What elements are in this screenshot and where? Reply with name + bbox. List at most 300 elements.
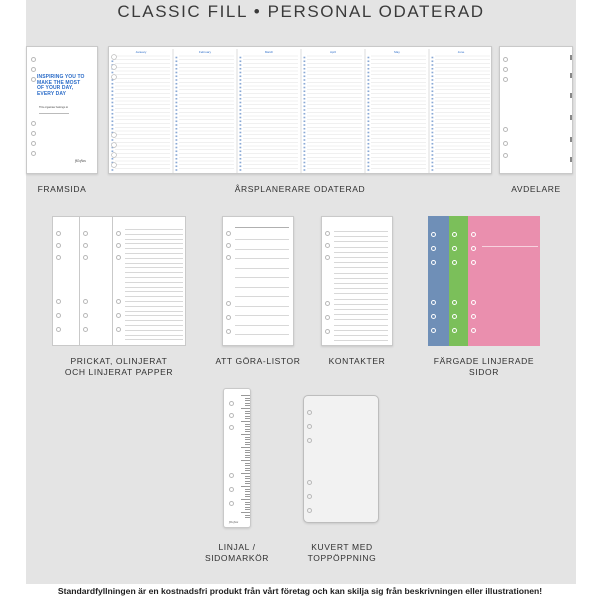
planner-day-number [176,94,178,96]
planner-day-number [112,72,114,74]
rule-line [125,287,183,288]
planner-day-number [304,154,306,156]
planner-day-number [304,135,306,137]
planner-day-number [304,169,306,171]
planner-day-number [176,98,178,100]
planner-day-number [432,102,434,104]
ruler-tick [245,437,250,438]
arsplanerare-card [108,46,492,174]
ruler-tick [245,483,250,484]
ruler-tick [245,515,250,516]
ruler-tick [245,489,250,490]
rule-line [235,277,289,278]
rule-line [334,273,388,274]
planner-hole [112,65,117,70]
planner-day-number [304,132,306,134]
planner-day-number [432,98,434,100]
planner-day-number [240,79,242,81]
rule-line [334,278,388,279]
planner-day-number [304,83,306,85]
rule-line [125,315,183,316]
planner-day-number [304,124,306,126]
planner-day-number [112,169,114,171]
planner-month-label: February [198,50,212,54]
planner-day-number [432,154,434,156]
ruler-tick [245,470,250,471]
framsida-brand: filofax [75,159,86,163]
planner-day-number [432,132,434,134]
ruler-tick [245,439,250,440]
planner-day-number [176,158,178,160]
linjal-brand: filofax [229,520,239,524]
planner-day-number [176,165,178,167]
planner-day-number [368,102,370,104]
planner-hole [112,143,117,148]
planner-day-number [432,139,434,141]
planner-day-number [112,83,114,85]
planner-day-number [368,120,370,122]
ruler-tick [245,517,250,518]
divider-tab [570,55,572,60]
rule-line [334,257,388,258]
rule-line [235,315,289,316]
label-avdelare: AVDELARE [511,184,561,194]
planner-day-number [240,105,242,107]
planner-day-number [304,90,306,92]
planner-day-number [432,128,434,130]
planner-day-number [112,60,114,62]
planner-day-number [432,64,434,66]
papper-stack [52,216,186,346]
planner-day-number [240,117,242,119]
rule-line [235,268,289,269]
planner-day-number [112,120,114,122]
ruler-tick [241,395,250,396]
planner-day-number [368,143,370,145]
rule-line [334,247,388,248]
planner-day-number [176,109,178,111]
planner-day-number [240,64,242,66]
planner-day-number [240,154,242,156]
planner-day-number [432,117,434,119]
planner-day-number [304,72,306,74]
planner-day-number [176,124,178,126]
planner-day-number [112,124,114,126]
planner-day-number [304,105,306,107]
planner-day-number [432,57,434,59]
planner-day-number [176,113,178,115]
planner-day-number [240,132,242,134]
page-title: CLASSIC FILL • PERSONAL ODATERAD [117,2,485,21]
label-papper [52,356,186,378]
planner-day-number [240,98,242,100]
planner-hole [112,153,117,158]
planner-day-number [368,109,370,111]
planner-day-number [112,90,114,92]
planner-day-number [368,117,370,119]
planner-day-number [304,94,306,96]
planner-day-number [432,72,434,74]
att-gora-card [222,216,294,346]
rule-line [334,340,388,341]
label-framsida: FRAMSIDA [37,184,87,194]
label-papper-line1: PRICKAT, OLINJERAT [70,356,168,366]
label-linjal-line1: LINJAL / [218,542,256,552]
ruler-tick [245,450,250,451]
planner-day-number [176,162,178,164]
planner-day-number [112,128,114,130]
ruler-tick [245,413,250,414]
planner-day-number [176,60,178,62]
planner-day-number [176,72,178,74]
planner-day-number [304,165,306,167]
rule-line [235,287,289,288]
planner-day-number [304,109,306,111]
planner-day-number [304,79,306,81]
ruler-tick [245,403,250,404]
rule-line [125,258,183,259]
rule-line [125,339,183,340]
label-kuvert-line2: TOPPÖPPNING [307,553,377,563]
planner-day-number [112,105,114,107]
planner-day-number [176,169,178,171]
planner-day-number [432,162,434,164]
rule-line [334,304,388,305]
planner-day-number [432,105,434,107]
planner-day-number [176,105,178,107]
planner-day-number [176,68,178,70]
ruler-tick [245,457,250,458]
ruler-tick [245,476,250,477]
planner-day-number [176,117,178,119]
rule-line [125,301,183,302]
ruler-tick [245,424,250,425]
rule-line [482,246,538,247]
planner-day-number [368,79,370,81]
planner-day-number [176,90,178,92]
ruler-tick [245,400,250,401]
ruler-tick [245,496,250,497]
rule-line [125,229,183,230]
framsida-card [26,46,98,174]
planner-day-number [368,90,370,92]
planner-day-number [368,169,370,171]
planner-day-number [240,87,242,89]
rule-line [235,325,289,326]
planner-day-number [432,60,434,62]
planner-day-number [240,94,242,96]
planner-day-number [368,64,370,66]
rule-line [125,306,183,307]
ruler-tick [245,481,250,482]
ruler-tick [245,442,250,443]
ruler-tick [241,460,250,461]
planner-day-number [176,154,178,156]
ruler-tick [241,473,250,474]
planner-day-number [240,113,242,115]
planner-day-number [432,83,434,85]
planner-day-number [240,128,242,130]
rule-line [334,231,388,232]
planner-day-number [112,113,114,115]
planner-month-label: March [264,50,274,54]
planner-day-number [176,102,178,104]
rule-line [125,296,183,297]
planner-day-number [176,132,178,134]
planner-day-number [112,139,114,141]
ruler-tick [241,408,250,409]
colored-pink-page [468,216,540,346]
planner-day-number [368,132,370,134]
rule-line [125,330,183,331]
ruler-tick [241,421,250,422]
rule-line [334,288,388,289]
planner-day-number [176,143,178,145]
planner-day-number [368,124,370,126]
planner-day-number [240,139,242,141]
planner-day-number [240,169,242,171]
rule-line [334,319,388,320]
divider-tab [570,115,572,120]
framsida-owner-line: This organiser belongs to [39,106,69,109]
rule-line [334,236,388,237]
rule-line [125,291,183,292]
fargade-stack [428,216,540,346]
planner-day-number [240,120,242,122]
planner-day-number [304,57,306,59]
planner-hole [112,75,117,80]
planner-day-number [304,117,306,119]
planner-day-number [112,94,114,96]
planner-day-number [176,120,178,122]
rule-line [125,320,183,321]
planner-day-number [432,135,434,137]
planner-day-number [368,60,370,62]
rule-line [125,272,183,273]
planner-day-number [240,158,242,160]
planner-day-number [368,68,370,70]
planner-month-label: May [394,50,400,54]
planner-day-number [176,147,178,149]
planner-month-label: January [135,50,147,54]
planner-day-number [176,150,178,152]
planner-day-number [112,98,114,100]
ruler-tick [245,398,250,399]
planner-day-number [432,87,434,89]
rule-line [334,293,388,294]
arsplanerare-grid [109,47,492,174]
label-arsplanerare: ÅRSPLANERARE ODATERAD [234,184,366,194]
planner-day-number [432,158,434,160]
planner-day-number [304,150,306,152]
divider-tab [570,157,572,162]
planner-day-number [432,109,434,111]
planner-day-number [432,113,434,115]
planner-day-number [176,135,178,137]
planner-day-number [304,143,306,145]
ruler-tick [245,452,250,453]
ruler-tick [241,499,250,500]
planner-day-number [368,135,370,137]
rule-line [235,334,289,335]
planner-day-number [240,124,242,126]
planner-day-number [432,147,434,149]
ruler-tick [245,491,250,492]
framsida-inspiring-text: INSPIRING YOU TO MAKE THE MOST OF YOUR DAY, EVERY DAY [37,74,85,97]
planner-day-number [304,147,306,149]
planner-day-number [432,124,434,126]
planner-day-number [176,64,178,66]
disclaimer-footer: Standardfyllningen är en kostnadsfri produkt från vårt företag och kan skilja sig från beskrivningen eller illustrationen! [57,586,543,596]
planner-day-number [368,113,370,115]
label-fargade: FÄRGADE LINJERADE SIDOR [433,356,535,377]
planner-day-number [304,120,306,122]
planner-day-number [240,147,242,149]
planner-day-number [112,150,114,152]
planner-hole [112,163,117,168]
planner-day-number [240,162,242,164]
rule-line [235,258,289,259]
rule-line [334,267,388,268]
ruler-tick [245,502,250,503]
planner-day-number [368,75,370,77]
planner-day-number [240,143,242,145]
planner-day-number [112,87,114,89]
ruler-tick [245,504,250,505]
planner-day-number [176,139,178,141]
divider-tab [570,137,572,142]
rule-line [125,253,183,254]
rule-line [334,314,388,315]
divider-tab [570,73,572,78]
planner-day-number [304,162,306,164]
rule-line [125,243,183,244]
planner-day-number [112,109,114,111]
planner-day-number [112,117,114,119]
rule-line [334,335,388,336]
planner-day-number [368,165,370,167]
ruler-tick [245,444,250,445]
planner-day-number [368,94,370,96]
planner-day-number [432,120,434,122]
planner-day-number [304,68,306,70]
planner-day-number [432,165,434,167]
planner-day-number [240,109,242,111]
planner-day-number [304,139,306,141]
planner-day-number [368,87,370,89]
ruler-tick [245,465,250,466]
rule-line [235,249,289,250]
planner-day-number [304,87,306,89]
planner-day-number [240,83,242,85]
planner-day-number [432,68,434,70]
planner-day-number [112,158,114,160]
planner-hole [112,55,117,60]
label-linjal-line2: SIDOMARKÖR [204,553,270,563]
planner-day-number [240,72,242,74]
planner-day-number [176,128,178,130]
planner-day-number [304,102,306,104]
ruler-tick [245,416,250,417]
planner-day-number [176,75,178,77]
planner-day-number [432,90,434,92]
rule-line [334,299,388,300]
rule-line [235,296,289,297]
rule-line [334,241,388,242]
linjal-card [223,388,251,528]
planner-day-number [432,75,434,77]
planner-day-number [304,158,306,160]
ruler-tick [245,494,250,495]
ruler-tick [245,507,250,508]
ruler-tick [245,468,250,469]
ruler-tick [245,463,250,464]
rule-line [125,234,183,235]
rule-line [125,282,183,283]
planner-day-number [368,162,370,164]
planner-day-number [432,143,434,145]
planner-day-number [368,154,370,156]
ruler-tick [245,405,250,406]
label-kontakter: KONTAKTER [328,356,386,366]
rule-line [125,277,183,278]
label-att-gora: ATT GÖRA-LISTOR [215,356,301,366]
planner-month-label: June [457,50,465,54]
planner-day-number [368,83,370,85]
rule-line [125,325,183,326]
rule-line [334,252,388,253]
planner-day-number [112,102,114,104]
ruler-tick [241,512,250,513]
planner-day-number [240,68,242,70]
planner-day-number [304,60,306,62]
ruler-tick [241,434,250,435]
ruler-tick [245,509,250,510]
planner-day-number [304,113,306,115]
rule-line [334,330,388,331]
rule-line [125,239,183,240]
planner-day-number [240,135,242,137]
planner-day-number [240,60,242,62]
planner-day-number [432,150,434,152]
rule-line [334,262,388,263]
label-kuvert-line1: KUVERT MED [311,542,373,552]
ruler-tick [245,426,250,427]
planner-day-number [176,83,178,85]
planner-day-number [240,75,242,77]
ruler-tick [245,418,250,419]
planner-day-number [304,75,306,77]
kuvert-card [303,395,379,523]
rule-line [125,267,183,268]
planner-day-number [368,150,370,152]
planner-day-number [240,102,242,104]
ruler-tick [245,478,250,479]
divider-tab [570,93,572,98]
planner-day-number [176,79,178,81]
planner-day-number [368,98,370,100]
planner-day-number [368,72,370,74]
planner-month-label: April [329,50,337,54]
planner-day-number [176,57,178,59]
rule-line [334,325,388,326]
planner-day-number [240,57,242,59]
planner-day-number [304,64,306,66]
rule-line [235,239,289,240]
planner-day-number [176,87,178,89]
rule-line [125,311,183,312]
ruler-tick [241,447,250,448]
